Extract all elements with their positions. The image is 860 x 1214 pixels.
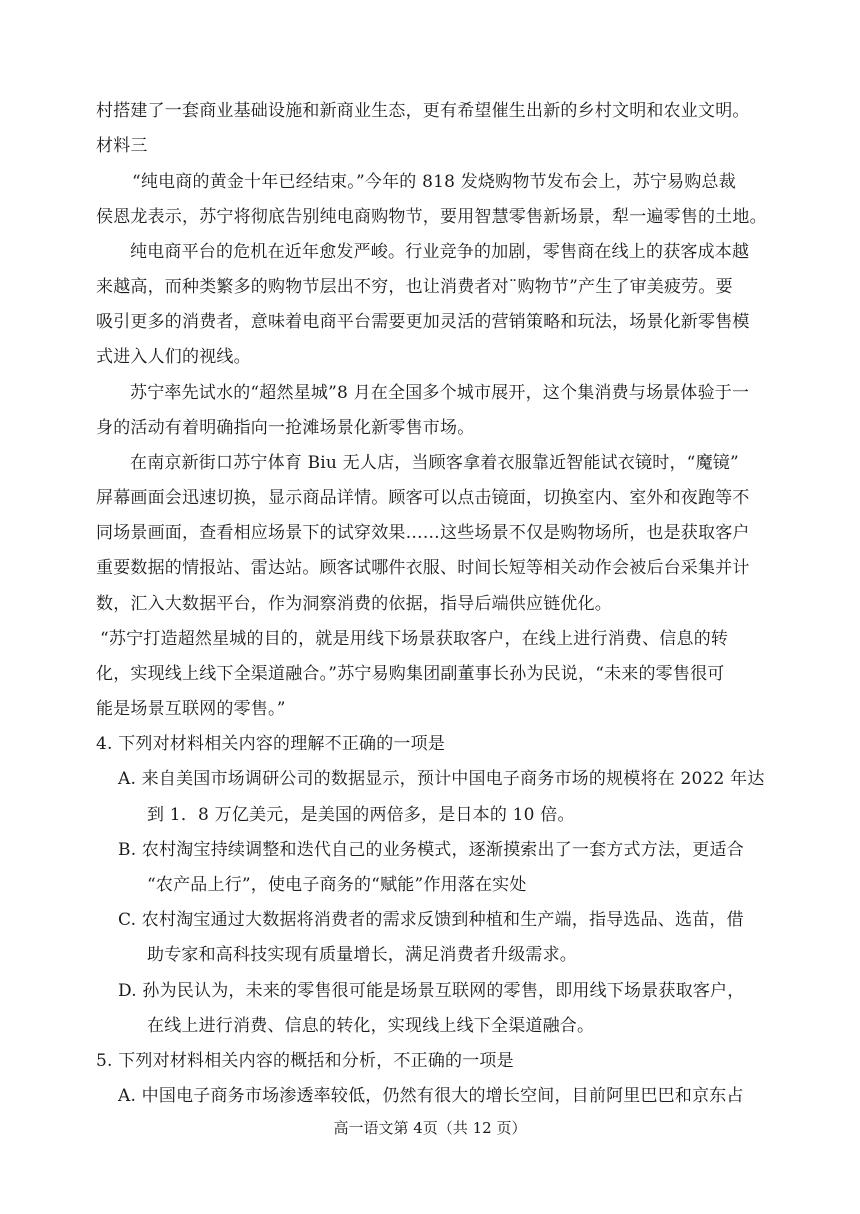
option-4c: C. 农村淘宝通过大数据将消费者的需求反馈到种植和生产端，指导选品、选苗，借 bbox=[118, 910, 744, 930]
text-line: 数，汇入大数据平台，作为洞察消费的依据，指导后端供应链优化。 bbox=[96, 594, 612, 614]
option-4a: A. 来自美国市场调研公司的数据显示，预计中国电子商务市场的规模将在 2022 年达 bbox=[118, 769, 765, 789]
text-line: 来越高，而种类繁多的购物节层出不穷，也让消费者对¨购物节”产生了审美疲劳。要 bbox=[96, 277, 733, 297]
question-4: 4. 下列对材料相关内容的理解不正确的一项是 bbox=[96, 734, 446, 754]
option-4b: B. 农村淘宝持续调整和迭代自己的业务模式，逐渐摸索出了一套方式方法，更适合 bbox=[118, 840, 744, 860]
option-4d-continued: 在线上进行消费、信息的转化，实现线上线下全渠道融合。 bbox=[147, 1016, 595, 1036]
text-line: 侯恩龙表示，苏宁将彻底告别纯电商购物节，要用智慧零售新场景，犁一遍零售的土地。 bbox=[96, 207, 767, 227]
text-line: 纯电商平台的危机在近年愈发严峻。行业竞争的加剧，零售商在线上的获客成本越 bbox=[130, 242, 750, 262]
option-5a: A. 中国电子商务市场渗透率较低，仍然有很大的增长空间，目前阿里巴巴和京东占 bbox=[118, 1086, 744, 1106]
text-line: 能是场景互联网的零售。” bbox=[96, 699, 286, 719]
option-4b-continued: “农产品上行”，使电子商务的“赋能”作用落在实处 bbox=[147, 875, 527, 895]
text-line: 村搭建了一套商业基础设施和新商业生态，更有希望催生出新的乡村文明和农业文明。 bbox=[96, 101, 750, 121]
text-line: 吸引更多的消费者，意味着电商平台需要更加灵活的营销策略和玩法，场景化新零售模 bbox=[96, 312, 750, 332]
option-4d: D. 孙为民认为，未来的零售很可能是场景互联网的零售，即用线下场景获取客户， bbox=[118, 981, 745, 1001]
text-line: 身的活动有着明确指向一抢滩场景化新零售市场。 bbox=[96, 418, 475, 438]
option-4a-continued: 到 1．8 万亿美元，是美国的两倍多，是日本的 10 倍。 bbox=[147, 805, 575, 825]
text-line: 屏幕画面会迅速切换，显示商品详情。顾客可以点击镜面，切换室内、室外和夜跑等不 bbox=[96, 488, 750, 508]
section-heading: 材料三 bbox=[96, 136, 148, 156]
text-line: “苏宁打造超然星城的目的，就是用线下场景获取客户，在线上进行消费、信息的转 bbox=[100, 629, 729, 649]
question-5: 5. 下列对材料相关内容的概括和分析，不正确的一项是 bbox=[96, 1051, 514, 1071]
text-line: 苏宁率先试水的“超然星城”8 月在全国多个城市展开，这个集消费与场景体验于一 bbox=[130, 383, 750, 403]
text-line: 化，实现线上线下全渠道融合。”苏宁易购集团副董事长孙为民说，“未来的零售很可 bbox=[96, 664, 725, 684]
page-footer: 高一语文第 4页（共 12 页） bbox=[333, 1119, 527, 1137]
option-4c-continued: 助专家和高科技实现有质量增长，满足消费者升级需求。 bbox=[147, 945, 577, 965]
text-line: 式进入人们的视线。 bbox=[96, 347, 251, 367]
text-line: 在南京新街口苏宁体育 Biu 无人店，当顾客拿着衣服靠近智能试衣镜时，“魔镜” bbox=[130, 453, 739, 473]
text-line: 同场景画面，查看相应场景下的试穿效果……这些场景不仅是购物场所，也是获取客户 bbox=[96, 523, 750, 543]
text-line: “纯电商的黄金十年已经结束。”今年的 818 发烧购物节发布会上，苏宁易购总裁 bbox=[132, 172, 736, 192]
text-line: 重要数据的情报站、雷达站。顾客试哪件衣服、时间长短等相关动作会被后台采集并计 bbox=[96, 558, 750, 578]
